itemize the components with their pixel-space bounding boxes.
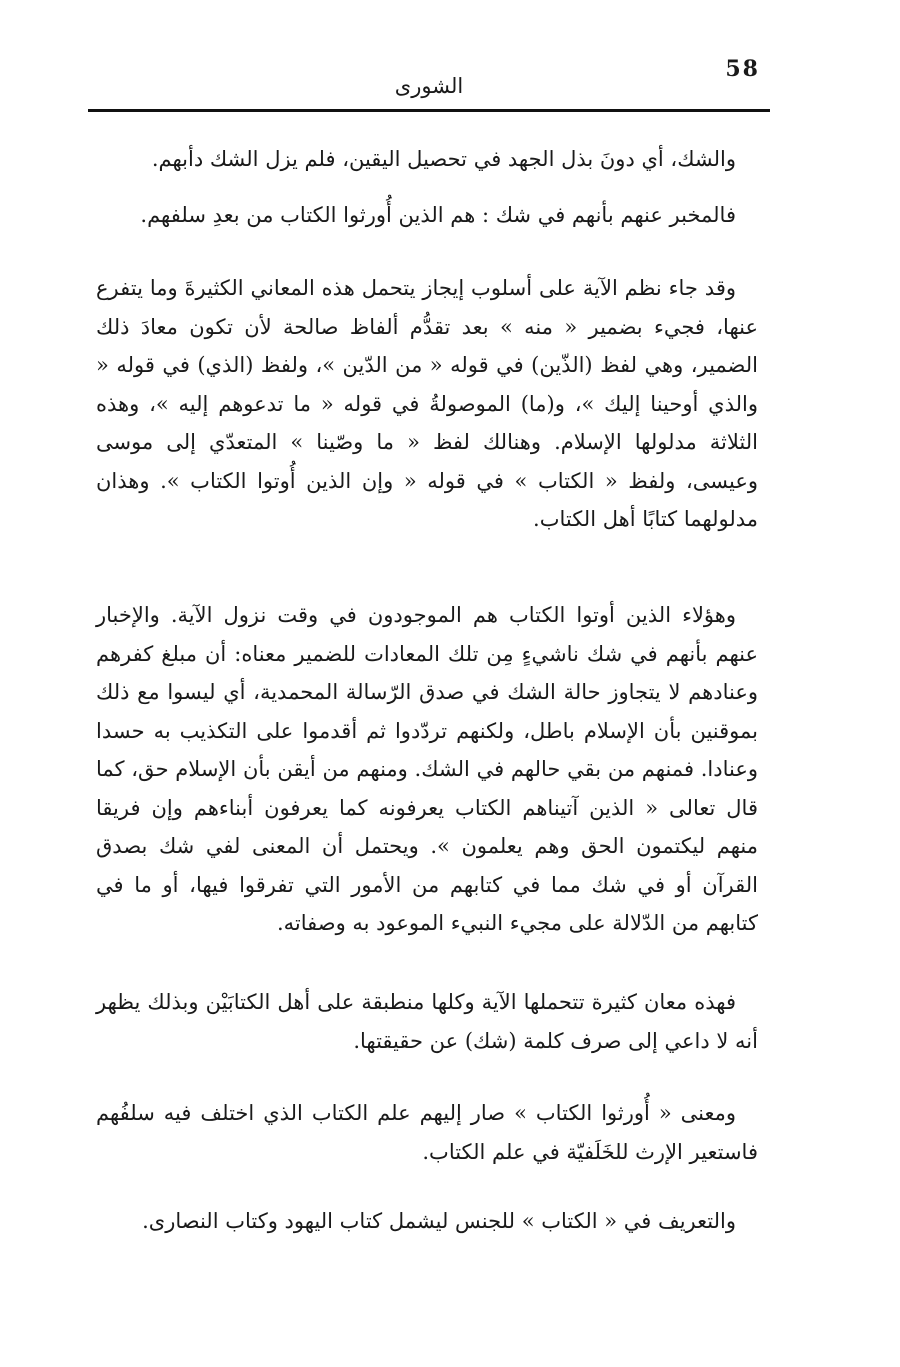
running-title: الشورى — [394, 74, 464, 98]
paragraph-text: وقد جاء نظم الآية على أسلوب إيجاز يتحمل هذه المعاني الكثيرةَ وما يتفرع عنها، فجيء بضمير « منه » بعد تقدُّم ألفاظ صالحة لأن تكون معادَ ذلك الضمير، وهي لفظ (الذّين) في قوله « من الدّين »، ولفظ (الذي) في قوله « والذي أوحينا إليك »، و(ما) الموصولةُ في قوله « ما تدعوهم إليه »، وهذه الثلاثة مدلولها الإسلام. وهنالك لفظ « ما وصّينا » المتعدّي إلى موسى وعيسى، ولفظ « الكتاب » في قوله « وإن الذين أُوتوا الكتاب ». وهذان مدلولهما كتابًا أهل الكتاب. — [96, 276, 758, 531]
paragraph-7 — [96, 1202, 758, 1241]
page-header — [88, 52, 770, 108]
paragraph-2 — [96, 196, 758, 235]
paragraph-text: ومعنى « أُورثوا الكتاب » صار إليهم علم الكتاب الذي اختلف فيه سلفُهم فاستعير الإرث للخَلَفيّة في علم الكتاب. — [96, 1101, 758, 1164]
paragraph-5 — [96, 983, 758, 1061]
paragraph-3 — [96, 269, 758, 539]
paragraph-1 — [96, 140, 758, 179]
header-divider — [88, 109, 770, 112]
paragraph-text: والتعريف في « الكتاب » للجنس ليشمل كتاب اليهود وكتاب النصارى. — [142, 1209, 736, 1233]
paragraph-6 — [96, 1094, 758, 1172]
paragraph-text: فهذه معان كثيرة تتحملها الآية وكلها منطبقة على أهل الكتابَيْن وبذلك يظهر أنه لا داعي إلى صرف كلمة (شك) عن حقيقتها. — [96, 990, 758, 1053]
page-number: 58 — [725, 56, 760, 82]
paragraph-text: وهؤلاء الذين أوتوا الكتاب هم الموجودون في وقت نزول الآية. والإخبار عنهم بأنهم في شك ناشيءٍ مِن تلك المعادات للضمير معناه: أن مبلغ كفرهم وعنادهم لا يتجاوز حالة الشك في صدق الرّسالة المحمدية، أي ليسوا مع ذلك بموقنين بأن الإسلام باطل، ولكنهم تردّدوا ثم أقدموا على التكذيب به حسدا وعنادا. فمنهم من بقي حالهم في الشك. ومنهم من أيقن بأن الإسلام حق، كما قال تعالى « الذين آتيناهم الكتاب يعرفونه كما يعرفون أبناءهم وإن فريقا منهم ليكتمون الحق وهم يعلمون ». ويحتمل أن المعنى لفي شك بصدق القرآن أو في شك مما في كتابهم من الأمور التي تفرقوا فيها، أو ما في كتابهم من الدّلالة على مجيء النبيء الموعود به وصفاته. — [96, 603, 758, 935]
paragraph-text: فالمخبر عنهم بأنهم في شك : هم الذين أُورثوا الكتاب من بعدِ سلفهم. — [140, 203, 736, 227]
paragraph-text: والشك، أي دونَ بذل الجهد في تحصيل اليقين، فلم يزل الشك دأبهم. — [151, 147, 736, 171]
paragraph-4 — [96, 596, 758, 943]
